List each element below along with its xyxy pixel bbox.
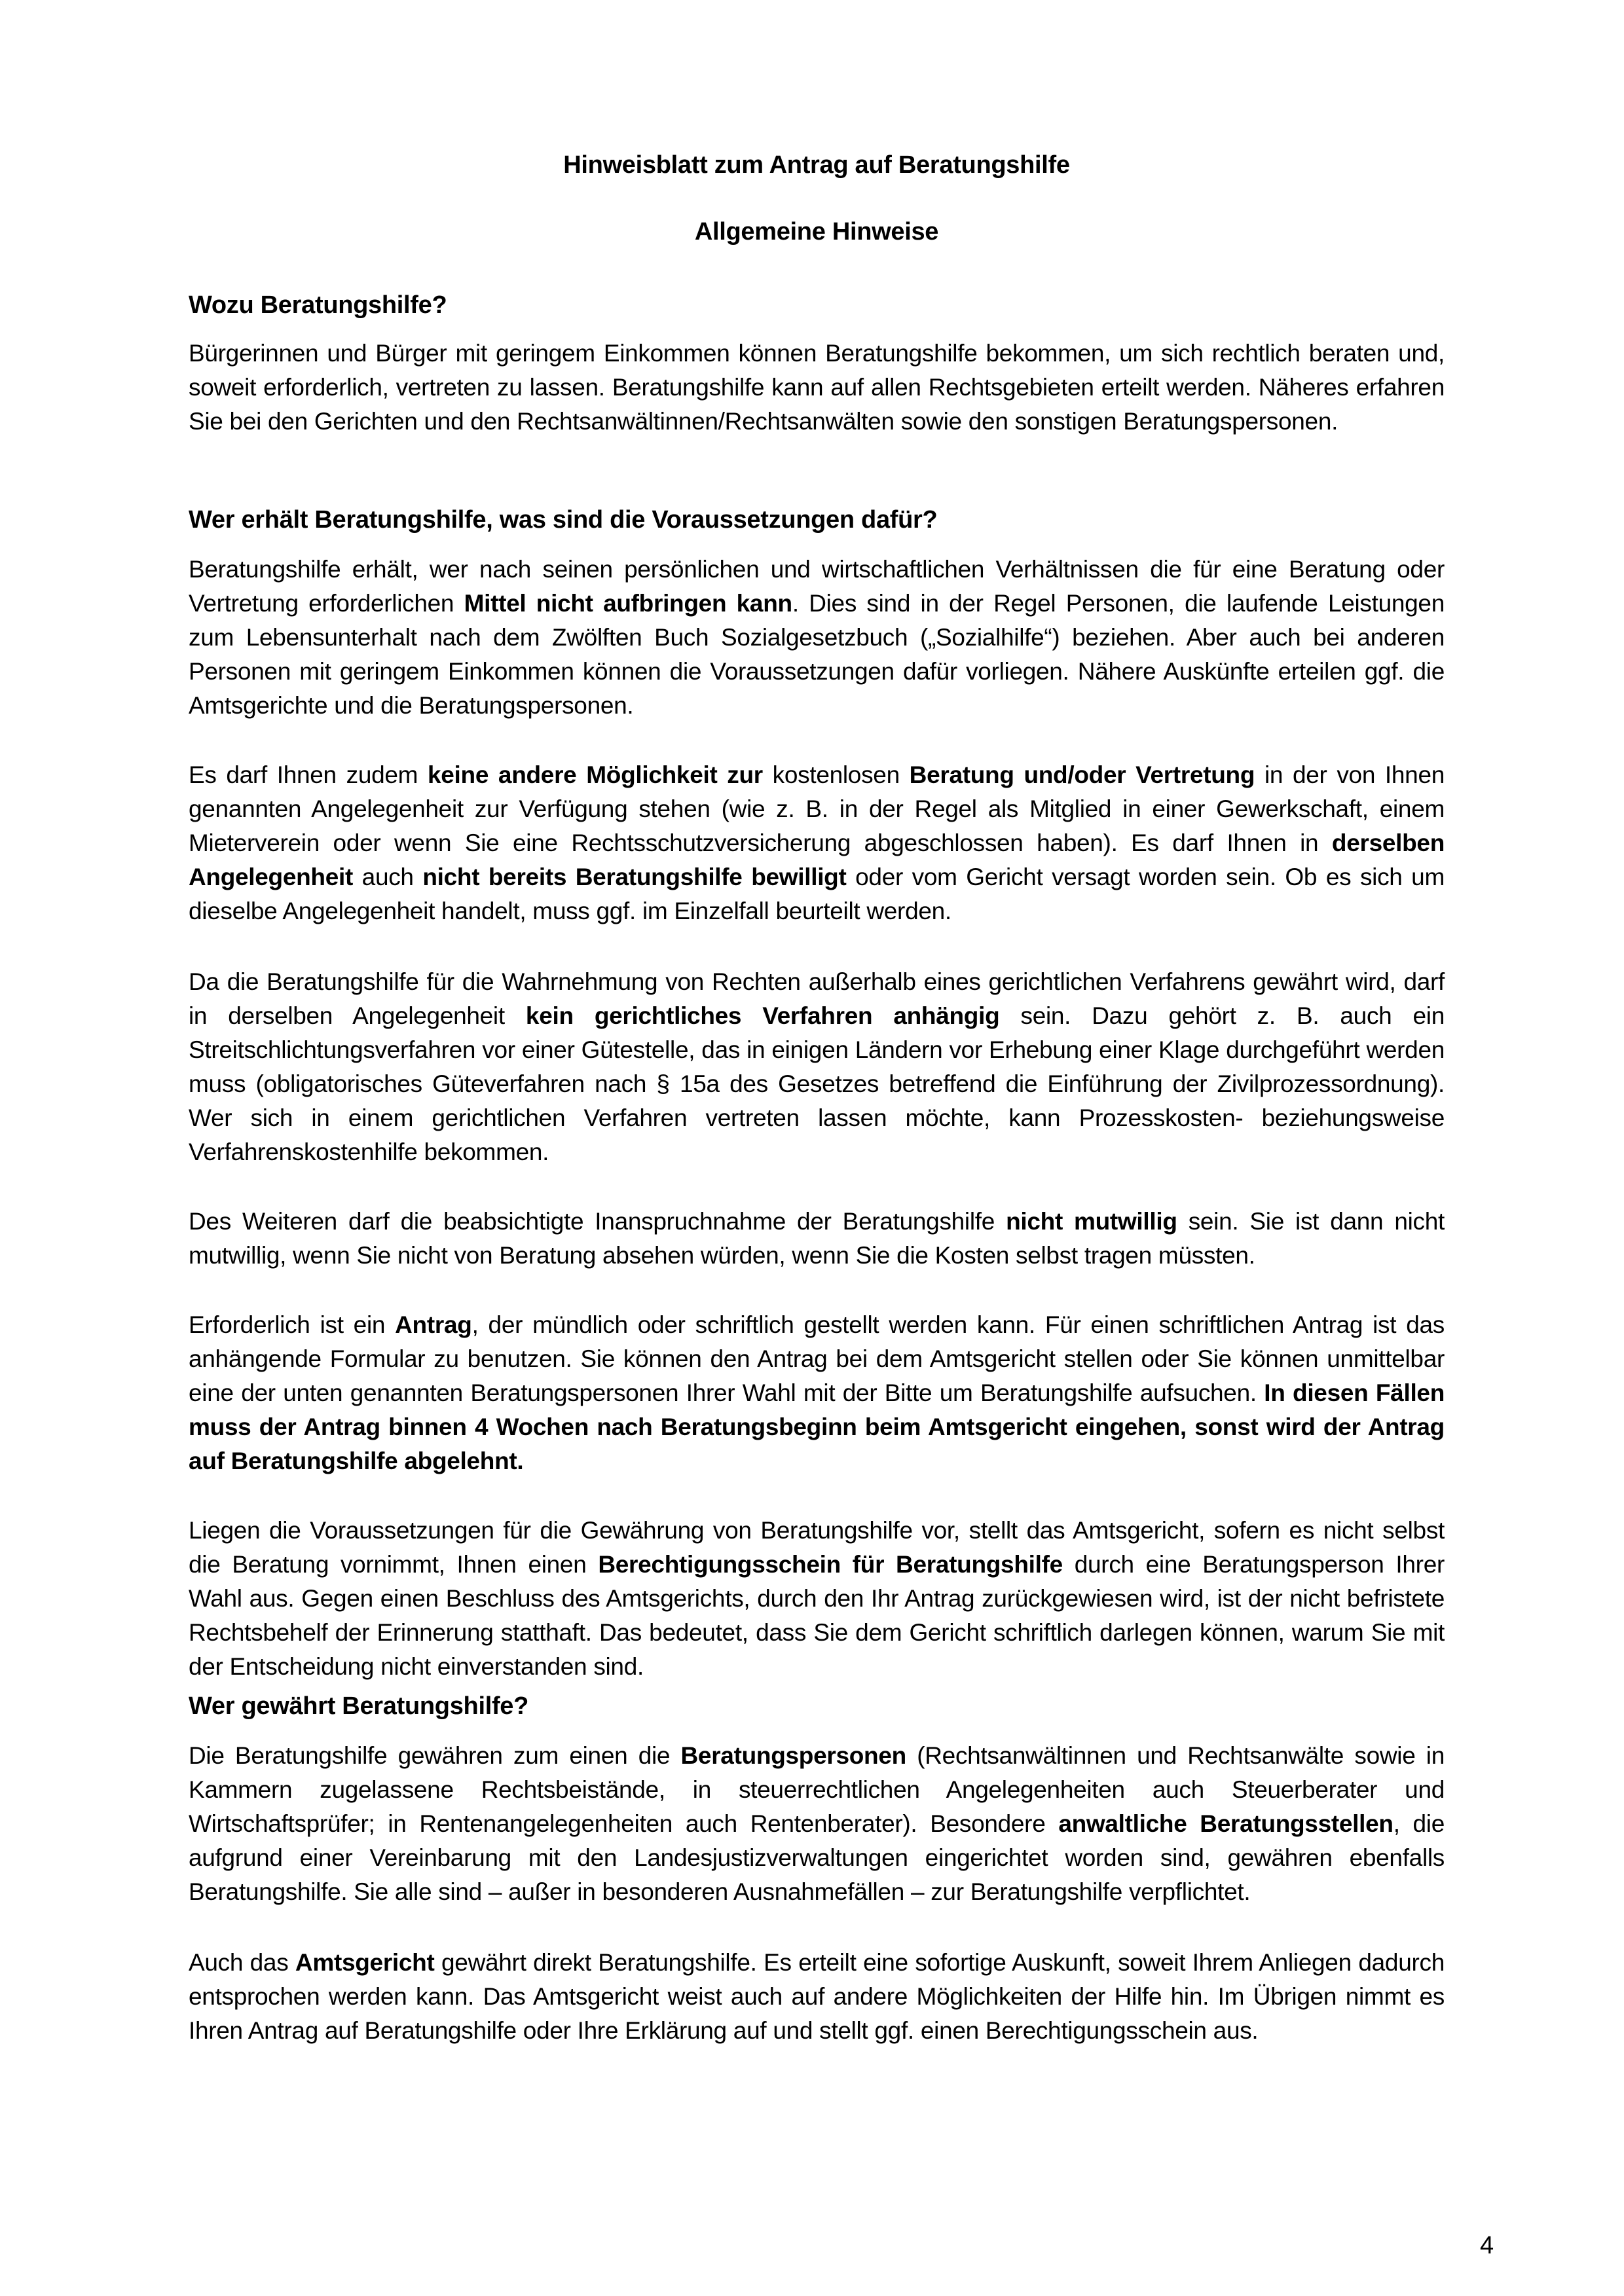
text-run: Bürgerinnen und Bürger mit geringem Einkommen können Beratungshilfe bekommen, um sich rechtlich beraten und, soweit erforderlich, vertreten zu lassen. Beratungshilfe kann auf allen Rechtsgebieten erteilt werden. Näheres erfahren Sie bei den Gerichten und den Rechtsanwältinnen/Rechtsanwälten sowie den sonstigen Beratungspersonen. [189,340,1445,435]
text-run: , die aufgrund einer Vereinbarung mit den Landesjustizverwaltungen eingerichtet worden sind, gewähren ebenfalls Beratungshilfe. Sie alle sind – außer in besonderen Ausnahmefällen – zur Beratungshilfe verpflichtet. [189,1810,1445,1905]
paragraph [189,965,1445,1169]
paragraph [189,758,1445,928]
document-title: Hinweisblatt zum Antrag auf Beratungshilfe [563,151,1070,179]
bold-text-run: nicht bereits Beratungshilfe bewilligt [422,864,847,890]
paragraph [189,1205,1445,1273]
text-run: Liegen die Voraussetzungen für die Gewährung von Beratungshilfe vor, stellt das Amtsgericht, sofern es nicht selbst die Beratung vornimmt, Ihnen einen [189,1517,1445,1578]
text-run: sein. Sie ist dann nicht mutwillig, wenn Sie nicht von Beratung absehen würden, wenn Sie die Kosten selbst tragen müssten. [189,1208,1445,1269]
bold-text-run: derselben Angelegenheit [189,829,1445,890]
bold-text-run: Beratung und/oder Vertretung [909,761,1255,788]
bold-text-run: Antrag [395,1311,472,1338]
text-run: Die Beratungshilfe gewähren zum einen die [189,1742,681,1769]
text-run: Erforderlich ist ein [189,1311,396,1338]
text-run: (Rechtsanwältinnen und Rechtsanwälte sowie in Kammern zugelassene Rechtsbeistände, in steuerrechtlichen Angelegenheiten auch Steuerberater und Wirtschaftsprüfer; in Rentenangelegenheiten auch Rentenberater). Besondere [189,1742,1445,1837]
text-run: , der mündlich oder schriftlich gestellt werden kann. Für einen schriftlichen Antrag ist das anhängende Formular zu benutzen. Sie können den Antrag bei dem Amtsgericht stellen oder Sie können unmittelbar eine der unten genannten Beratungspersonen Ihrer Wahl mit der Bitte um Beratungshilfe aufsuchen. [189,1311,1445,1406]
text-run: gewährt direkt Beratungshilfe. Es erteilt eine sofortige Auskunft, soweit Ihrem Anliegen dadurch entsprochen werden kann. Das Amtsgericht weist auch auf andere Möglichkeiten der Hilfe hin. Im Übrigen nimmt es Ihren Antrag auf Beratungshilfe oder Ihre Erklärung auf und stellt ggf. einen Berechtigungsschein aus. [189,1949,1445,2044]
section-heading-wer-gewaehrt: Wer gewährt Beratungshilfe? [189,1692,529,1720]
bold-text-run: kein gerichtliches Verfahren anhängig [525,1002,1000,1029]
bold-text-run: Berechtigungsschein für Beratungshilfe [598,1551,1063,1578]
text-run: . Dies sind in der Regel Personen, die laufende Leistungen zum Lebensunterhalt nach dem Zwölften Buch Sozialgesetzbuch („Sozialhilfe“) beziehen. Aber auch bei anderen Personen mit geringem Einkommen können die Voraussetzungen dafür vorliegen. Nähere Auskünfte erteilen ggf. die Amtsgerichte und die Beratungspersonen. [189,590,1445,719]
text-run: auch [353,864,423,890]
text-run: durch eine Beratungsperson Ihrer Wahl aus. Gegen einen Beschluss des Amtsgerichts, durch den Ihr Antrag zurückgewiesen wird, ist der nicht befristete Rechtsbehelf der Erinnerung statthaft. Das bedeutet, dass Sie dem Gericht schriftlich darlegen können, warum Sie mit der Entscheidung nicht einverstanden sind. [189,1551,1445,1680]
bold-text-run: Beratungspersonen [680,1742,906,1769]
bold-text-run: Amtsgericht [295,1949,435,1976]
bold-text-run: anwaltliche Beratungsstellen [1058,1810,1393,1837]
paragraph [189,553,1445,723]
text-run: Des Weiteren darf die beabsichtigte Inanspruchnahme der Beratungshilfe [189,1208,1006,1235]
text-run: Es darf Ihnen zudem [189,761,428,788]
paragraph [189,1946,1445,2048]
paragraph [189,337,1445,439]
section-heading-wozu: Wozu Beratungshilfe? [189,291,447,319]
text-run: oder vom Gericht versagt worden sein. Ob es sich um dieselbe Angelegenheit handelt, muss ggf. im Einzelfall beurteilt werden. [189,864,1445,924]
section-heading-voraussetzungen: Wer erhält Beratungshilfe, was sind die Voraussetzungen dafür? [189,506,938,534]
bold-text-run: nicht mutwillig [1006,1208,1177,1235]
text-run: Da die Beratungshilfe für die Wahrnehmung von Rechten außerhalb eines gerichtlichen Verfahrens gewährt wird, darf in derselben Angelegenheit [189,968,1445,1029]
bold-text-run: In diesen Fällen muss der Antrag binnen 4 Wochen nach Beratungsbeginn beim Amtsgericht eingehen, sonst wird der Antrag auf Beratungshilfe abgelehnt. [189,1379,1445,1474]
text-run: in der von Ihnen genannten Angelegenheit zur Verfügung stehen (wie z. B. in der Regel als Mitglied in einer Gewerkschaft, einem Mieterverein oder wenn Sie eine Rechtsschutzversicherung abgeschlossen haben). Es darf Ihnen in [189,761,1445,856]
bold-text-run: Mittel nicht aufbringen kann [464,590,792,617]
document-subtitle: Allgemeine Hinweise [694,218,939,246]
text-run: kostenlosen [762,761,910,788]
text-run: Beratungshilfe erhält, wer nach seinen persönlichen und wirtschaftlichen Verhältnissen die für eine Beratung oder Vertretung erforderlichen [189,556,1445,617]
text-run: Auch das [189,1949,295,1976]
paragraph [189,1739,1445,1909]
text-run: sein. Dazu gehört z. B. auch ein Streitschlichtungsverfahren vor einer Gütestelle, das in einigen Ländern vor Erhebung einer Klage durchgeführt werden muss (obligatorisches Güteverfahren nach § 15a des Gesetzes betreffend die Einführung der Zivilprozessordnung). Wer sich in einem gerichtlichen Verfahren vertreten lassen möchte, kann Prozesskosten- beziehungsweise Verfahrenskostenhilfe bekommen. [189,1002,1445,1165]
paragraph [189,1308,1445,1478]
bold-text-run: keine andere Möglichkeit zur [428,761,763,788]
page-number: 4 [1480,2232,1494,2259]
paragraph [189,1514,1445,1684]
